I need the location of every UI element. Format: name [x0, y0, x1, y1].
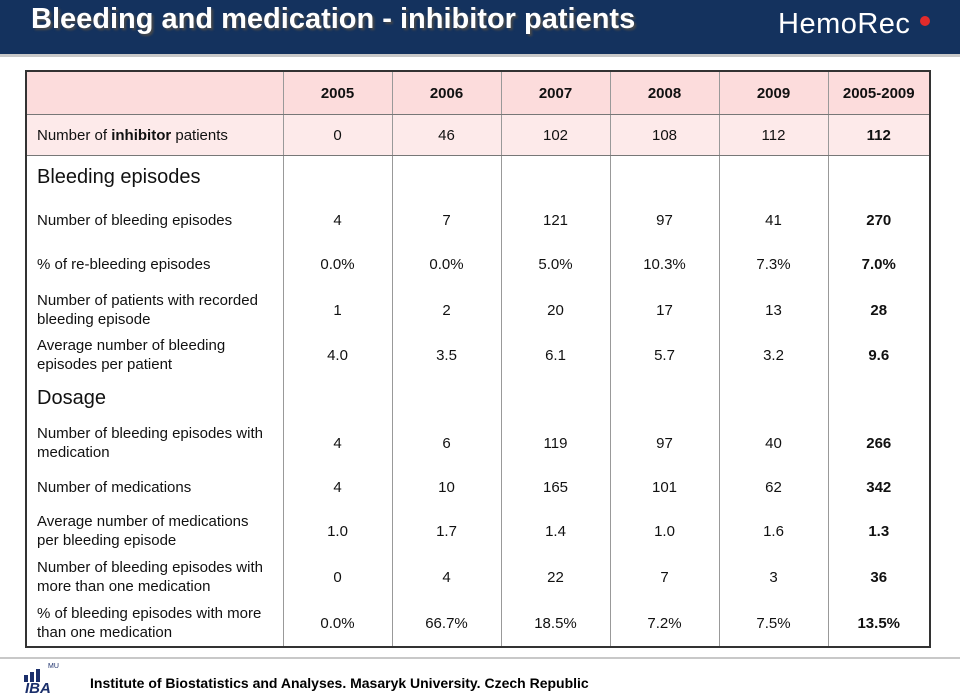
table-cell: 1.6 [719, 508, 828, 554]
label-part: patients [171, 126, 228, 144]
table-cell: 1.4 [501, 508, 610, 554]
table-row [26, 554, 930, 600]
inhibitor-patients-row [26, 115, 930, 156]
table-cell: 112 [719, 115, 828, 156]
label-part: Number of [37, 126, 112, 144]
table-cell: 101 [610, 466, 719, 508]
row-label: Number of bleeding episodes with more than one medication [26, 554, 283, 600]
header-corner-cell [26, 71, 283, 115]
table-cell: 62 [719, 466, 828, 508]
table-row [26, 466, 930, 508]
logo-small-text: MU [48, 663, 59, 670]
table-row [26, 333, 930, 377]
table-cell-total: 1.3 [828, 508, 930, 554]
table-cell: 165 [501, 466, 610, 508]
table-cell: 66.7% [392, 600, 501, 647]
row-label: Number of medications [26, 466, 283, 508]
table-row [26, 199, 930, 241]
row-label: % of bleeding episodes with more than one medication [26, 600, 283, 647]
section-heading: Bleeding episodes [26, 156, 283, 200]
table-cell-total: 266 [828, 420, 930, 466]
table-cell: 5.0% [501, 241, 610, 287]
table-cell-total: 270 [828, 199, 930, 241]
table-cell: 3 [719, 554, 828, 600]
table-cell: 0.0% [392, 241, 501, 287]
table-cell: 46 [392, 115, 501, 156]
table-cell: 119 [501, 420, 610, 466]
table-cell: 40 [719, 420, 828, 466]
table-cell: 3.2 [719, 333, 828, 377]
table-cell: 13 [719, 287, 828, 333]
table-cell-total: 9.6 [828, 333, 930, 377]
year-header: 2007 [501, 71, 610, 115]
table-cell: 0 [283, 115, 392, 156]
table-cell: 7.5% [719, 600, 828, 647]
table-cell: 1.7 [392, 508, 501, 554]
table-cell: 7 [392, 199, 501, 241]
year-header-row [26, 71, 930, 115]
table-cell-total: 36 [828, 554, 930, 600]
section-heading: Dosage [26, 377, 283, 420]
table-row [26, 287, 930, 333]
table-cell: 7.2% [610, 600, 719, 647]
table-cell: 0.0% [283, 241, 392, 287]
table-cell: 1.0 [283, 508, 392, 554]
table-cell: 0.0% [283, 600, 392, 647]
table-cell: 7.3% [719, 241, 828, 287]
table-cell: 4 [392, 554, 501, 600]
year-header: 2005 [283, 71, 392, 115]
table-cell: 5.7 [610, 333, 719, 377]
year-header: 2008 [610, 71, 719, 115]
row-label: Average number of bleeding episodes per patient [26, 333, 283, 377]
table-cell-total: 28 [828, 287, 930, 333]
table-cell: 10 [392, 466, 501, 508]
brand-dot-icon [920, 16, 930, 26]
row-label: % of re-bleeding episodes [26, 241, 283, 287]
table-cell: 97 [610, 199, 719, 241]
table-cell: 121 [501, 199, 610, 241]
table-cell: 22 [501, 554, 610, 600]
table-cell-total: 13.5% [828, 600, 930, 647]
table-row [26, 600, 930, 647]
table-cell: 1.0 [610, 508, 719, 554]
table-row [26, 241, 930, 287]
table-cell: 4 [283, 466, 392, 508]
table-cell: 18.5% [501, 600, 610, 647]
institute-name: Institute of Biostatistics and Analyses. Masaryk University. Czech Republic [90, 675, 589, 691]
table-cell: 7 [610, 554, 719, 600]
statistics-table [25, 70, 931, 648]
page-title: Bleeding and medication - inhibitor patients [31, 3, 636, 35]
table-cell: 102 [501, 115, 610, 156]
table-cell-total: 112 [828, 115, 930, 156]
table-cell: 17 [610, 287, 719, 333]
table-cell: 1 [283, 287, 392, 333]
table-cell: 20 [501, 287, 610, 333]
year-header: 2006 [392, 71, 501, 115]
table-cell-total: 7.0% [828, 241, 930, 287]
table-cell: 3.5 [392, 333, 501, 377]
label-part-bold: inhibitor [111, 126, 172, 144]
row-label: Number of bleeding episodes [26, 199, 283, 241]
table-cell: 0 [283, 554, 392, 600]
table-cell: 4.0 [283, 333, 392, 377]
row-label [26, 115, 283, 156]
table-cell-total: 342 [828, 466, 930, 508]
table-cell: 97 [610, 420, 719, 466]
row-label: Number of patients with recorded bleeding episode [26, 287, 283, 333]
table-row [26, 420, 930, 466]
table-cell: 2 [392, 287, 501, 333]
year-header: 2009 [719, 71, 828, 115]
row-label: Average number of medications per bleeding episode [26, 508, 283, 554]
table-cell: 4 [283, 420, 392, 466]
table-cell: 41 [719, 199, 828, 241]
table-cell: 6 [392, 420, 501, 466]
section-row-dosage [26, 377, 930, 420]
table-cell: 6.1 [501, 333, 610, 377]
section-row-bleeding [26, 156, 930, 200]
table-cell: 4 [283, 199, 392, 241]
brand-logo: HemoRec [778, 8, 911, 40]
table-cell: 10.3% [610, 241, 719, 287]
year-header-total: 2005-2009 [828, 71, 930, 115]
row-label: Number of bleeding episodes with medication [26, 420, 283, 466]
table-cell: 108 [610, 115, 719, 156]
footer-bar [0, 657, 960, 699]
logo-text: IBA [25, 680, 51, 697]
table-row [26, 508, 930, 554]
header-bar [0, 0, 960, 57]
